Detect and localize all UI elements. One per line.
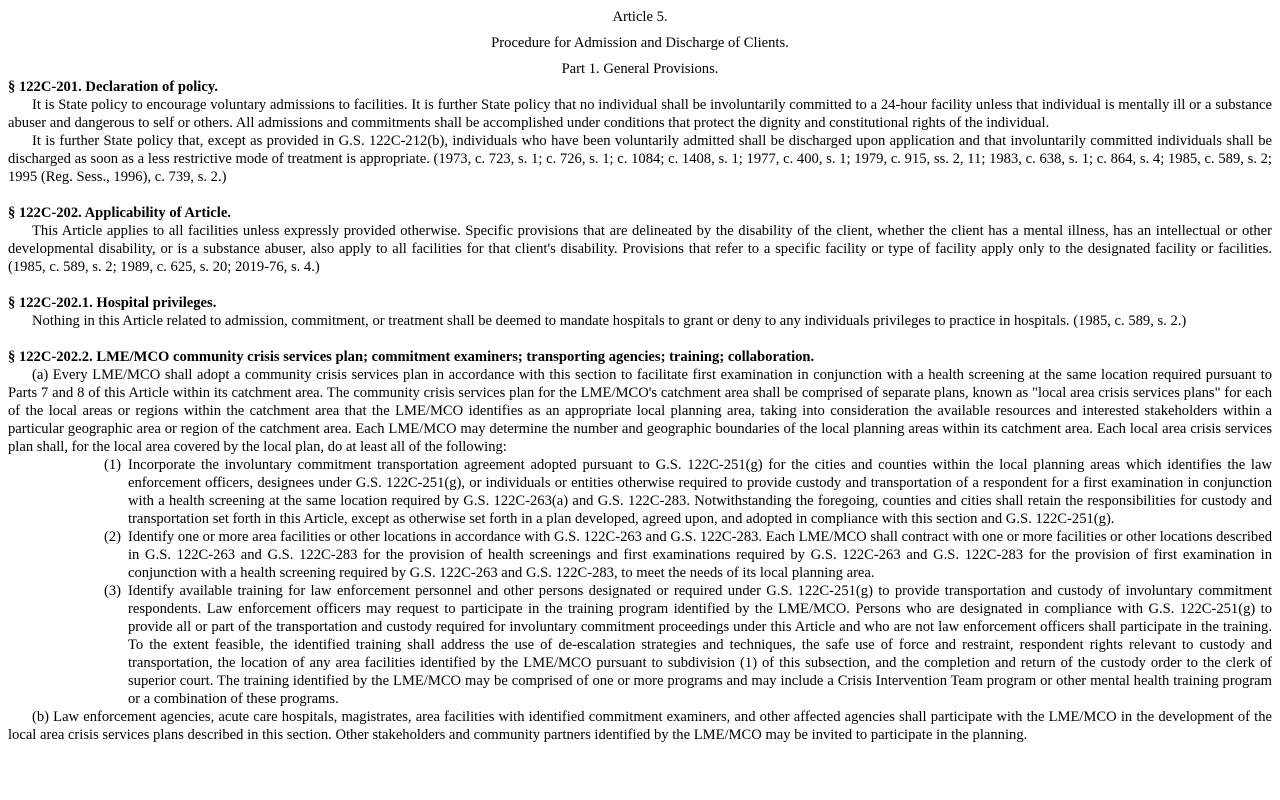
section-paragraph: Nothing in this Article related to admission, commitment, or treatment shall be deemed to mandate hospitals to grant or deny to any individuals privileges to practice in hospitals. (1985, c. 589, s. 2.): [32, 313, 1187, 329]
section-paragraph: This Article applies to all facilities unless expressly provided otherwise. Specific provisions that are delineated by the disability of the client, whether the client has a mental illness, has an intellectual or other developmental disability, or is a substance abuser, also apply to all facilities for that client's disability. Provisions that refer to a specific facility or type of facility apply only to the designated facility or facilities. (1985, c. 589, s. 2; 1989, c. 625, s. 20; 2019-76, s. 4.): [8, 223, 1272, 275]
section-122c-201: [8, 78, 1272, 186]
list-item: [104, 582, 1272, 708]
list-item-text: Incorporate the involuntary commitment transportation agreement adopted pursuant to G.S. 122C-251(g) for the cities and counties within the local planning areas which identifies the law enforcement officers, designees under G.S. 122C-251(g), or individuals or entities otherwise required to provide custody and transportation of a respondent for a first examination in conjunction with a health screening at the same location required by G.S. 122C-263(a) and G.S. 122C-283. Notwithstanding the foregoing, counties and cities shall retain the responsibilities for custody and transportation set forth in this Article, except as otherwise set forth in a plan developed, agreed upon, and adopted in compliance with this section and G.S. 122C-251(g).: [128, 457, 1272, 527]
list-item-number: (1): [104, 457, 122, 473]
section-heading: § 122C-201. Declaration of policy.: [8, 79, 218, 95]
article-number: Article 5.: [612, 9, 668, 25]
subsection-a: (a) Every LME/MCO shall adopt a community crisis services plan in accordance with this section to facilitate first examination in conjunction with a health screening at the same location required pursuant to Parts 7 and 8 of this Article within its catchment area. The community crisis services plan for the LME/MCO's catchment area shall be comprised of separate plans, known as "local area crisis services plans" for each of the local areas or regions within the catchment area that the LME/MCO identifies as an appropriate local planning area, taking into consideration the available resources and interested stakeholders within a particular geographic area or region of the catchment area. Each LME/MCO may determine the number and geographic boundaries of the local planning areas within its catchment area. Each local area crisis services plan shall, for the local area covered by the local plan, do at least all of the following:: [8, 367, 1272, 455]
section-122c-202-1: [8, 294, 1272, 330]
list-item-number: (3): [104, 583, 122, 599]
list-item: [104, 528, 1272, 582]
section-paragraph: It is further State policy that, except as provided in G.S. 122C-212(b), individuals who have been voluntarily admitted shall be discharged upon application and that involuntarily committed individuals shall be discharged as soon as a less restrictive mode of treatment is appropriate. (1973, c. 723, s. 1; c. 726, s. 1; c. 1084; c. 1408, s. 1; 1977, c. 400, s. 1; 1979, c. 915, ss. 2, 11; 1983, c. 638, s. 1; c. 864, s. 4; 1985, c. 589, s. 2; 1995 (Reg. Sess., 1996), c. 739, s. 2.): [8, 133, 1272, 185]
section-paragraph: It is State policy to encourage voluntary admissions to facilities. It is further State policy that no individual shall be involuntarily committed to a 24-hour facility unless that individual is mentally ill or a substance abuser and dangerous to self or others. All admissions and commitments shall be accomplished under conditions that protect the dignity and constitutional rights of the individual.: [8, 97, 1272, 131]
section-heading: § 122C-202.1. Hospital privileges.: [8, 295, 217, 311]
list-item: [104, 456, 1272, 528]
list-item-text: Identify available training for law enforcement personnel and other persons designated or required under G.S. 122C-251(g) to provide transportation and custody of involuntary commitment respondents. Law enforcement officers may request to participate in the training program identified by the LME/MCO. Persons who are designated in compliance with G.S. 122C-251(g) to provide all or part of the transportation and custody required for involuntary commitment proceedings under this Article and who are not law enforcement officers shall participate in the training. To the extent feasible, the identified training shall address the use of de-escalation strategies and techniques, the safe use of force and restraint, respondent rights relevant to custody and transportation, the location of any area facilities identified by the LME/MCO pursuant to subdivision (1) of this subsection, and the completion and return of the custody order to the clerk of superior court. The training identified by the LME/MCO may be comprised of one or more programs and may include a Crisis Intervention Team program or other mental health training program or a combination of these programs.: [128, 583, 1272, 707]
article-title: Procedure for Admission and Discharge of Clients.: [491, 35, 789, 51]
section-122c-202: [8, 204, 1272, 276]
list-item-text: Identify one or more area facilities or other locations in accordance with G.S. 122C-263 and G.S. 122C-283. Each LME/MCO shall contract with one or more facilities or other locations described in G.S. 122C-263 and G.S. 122C-283 for the provision of health screenings and first examinations required by G.S. 122C-263 and G.S. 122C-283 for the provision of first examination in conjunction with a health screening required by G.S. 122C-263 and G.S. 122C-283, to meet the needs of its local planning area.: [128, 529, 1272, 581]
section-heading: § 122C-202.2. LME/MCO community crisis services plan; commitment examiners; transporting agencies; training; collaboration.: [8, 349, 815, 365]
part-title: Part 1. General Provisions.: [561, 61, 719, 77]
section-heading: § 122C-202. Applicability of Article.: [8, 205, 231, 221]
subsection-b: (b) Law enforcement agencies, acute care hospitals, magistrates, area facilities with identified commitment examiners, and other affected agencies shall participate with the LME/MCO in the development of the local area crisis services plans described in this section. Other stakeholders and community partners identified by the LME/MCO may be invited to participate in the planning.: [8, 709, 1272, 743]
list-item-number: (2): [104, 529, 122, 545]
section-122c-202-2: [8, 348, 1272, 744]
